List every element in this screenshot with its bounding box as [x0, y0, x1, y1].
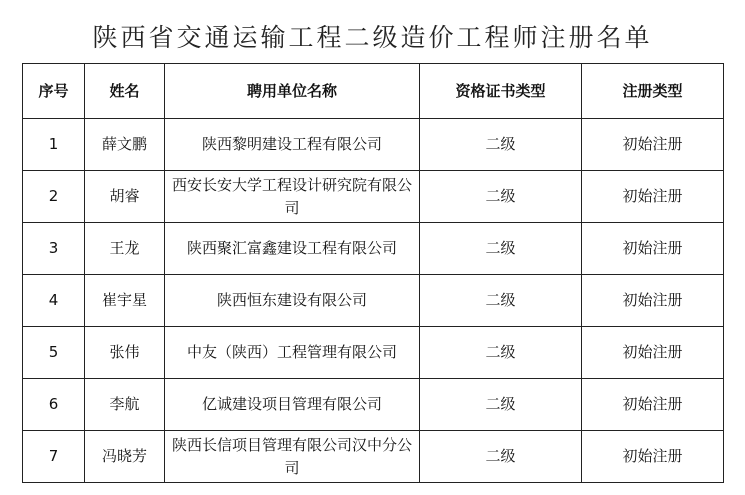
cell-registration-type: 初始注册: [582, 327, 724, 379]
cell-certificate-type: 二级: [420, 379, 582, 431]
cell-name: 李航: [85, 379, 165, 431]
table-header-row: [23, 64, 724, 119]
cell-registration-type: 初始注册: [582, 431, 724, 483]
cell-serial: 6: [23, 379, 85, 431]
table-row: [23, 119, 724, 171]
cell-registration-type: 初始注册: [582, 223, 724, 275]
cell-name: 薛文鹏: [85, 119, 165, 171]
cell-certificate-type: 二级: [420, 223, 582, 275]
column-header-registration-type: 注册类型: [582, 64, 724, 119]
page-title: 陕西省交通运输工程二级造价工程师注册名单: [92, 23, 653, 52]
cell-serial: 4: [23, 275, 85, 327]
cell-serial: 7: [23, 431, 85, 483]
cell-certificate-type: 二级: [420, 327, 582, 379]
cell-name: 王龙: [85, 223, 165, 275]
registration-table: [22, 63, 724, 483]
cell-registration-type: 初始注册: [582, 119, 724, 171]
cell-company: 亿诚建设项目管理有限公司: [165, 379, 420, 431]
table-row: [23, 171, 724, 223]
cell-certificate-type: 二级: [420, 275, 582, 327]
cell-name: 冯晓芳: [85, 431, 165, 483]
cell-name: 胡睿: [85, 171, 165, 223]
cell-company: 陕西黎明建设工程有限公司: [165, 119, 420, 171]
cell-company: 中友（陕西）工程管理有限公司: [165, 327, 420, 379]
table-row: [23, 275, 724, 327]
cell-certificate-type: 二级: [420, 431, 582, 483]
table-row: [23, 327, 724, 379]
cell-certificate-type: 二级: [420, 171, 582, 223]
cell-name: 张伟: [85, 327, 165, 379]
cell-serial: 1: [23, 119, 85, 171]
column-header-certificate-type: 资格证书类型: [420, 64, 582, 119]
cell-certificate-type: 二级: [420, 119, 582, 171]
cell-company: 陕西聚汇富鑫建设工程有限公司: [165, 223, 420, 275]
column-header-company: 聘用单位名称: [165, 64, 420, 119]
cell-serial: 5: [23, 327, 85, 379]
cell-company: 陕西长信项目管理有限公司汉中分公司: [165, 431, 420, 483]
cell-company: 西安长安大学工程设计研究院有限公司: [165, 171, 420, 223]
cell-registration-type: 初始注册: [582, 171, 724, 223]
cell-registration-type: 初始注册: [582, 275, 724, 327]
cell-serial: 3: [23, 223, 85, 275]
table-row: [23, 223, 724, 275]
table-row: [23, 379, 724, 431]
cell-name: 崔宇星: [85, 275, 165, 327]
cell-company: 陕西恒东建设有限公司: [165, 275, 420, 327]
column-header-serial: 序号: [23, 64, 85, 119]
table-row: [23, 431, 724, 483]
cell-registration-type: 初始注册: [582, 379, 724, 431]
column-header-name: 姓名: [85, 64, 165, 119]
cell-serial: 2: [23, 171, 85, 223]
